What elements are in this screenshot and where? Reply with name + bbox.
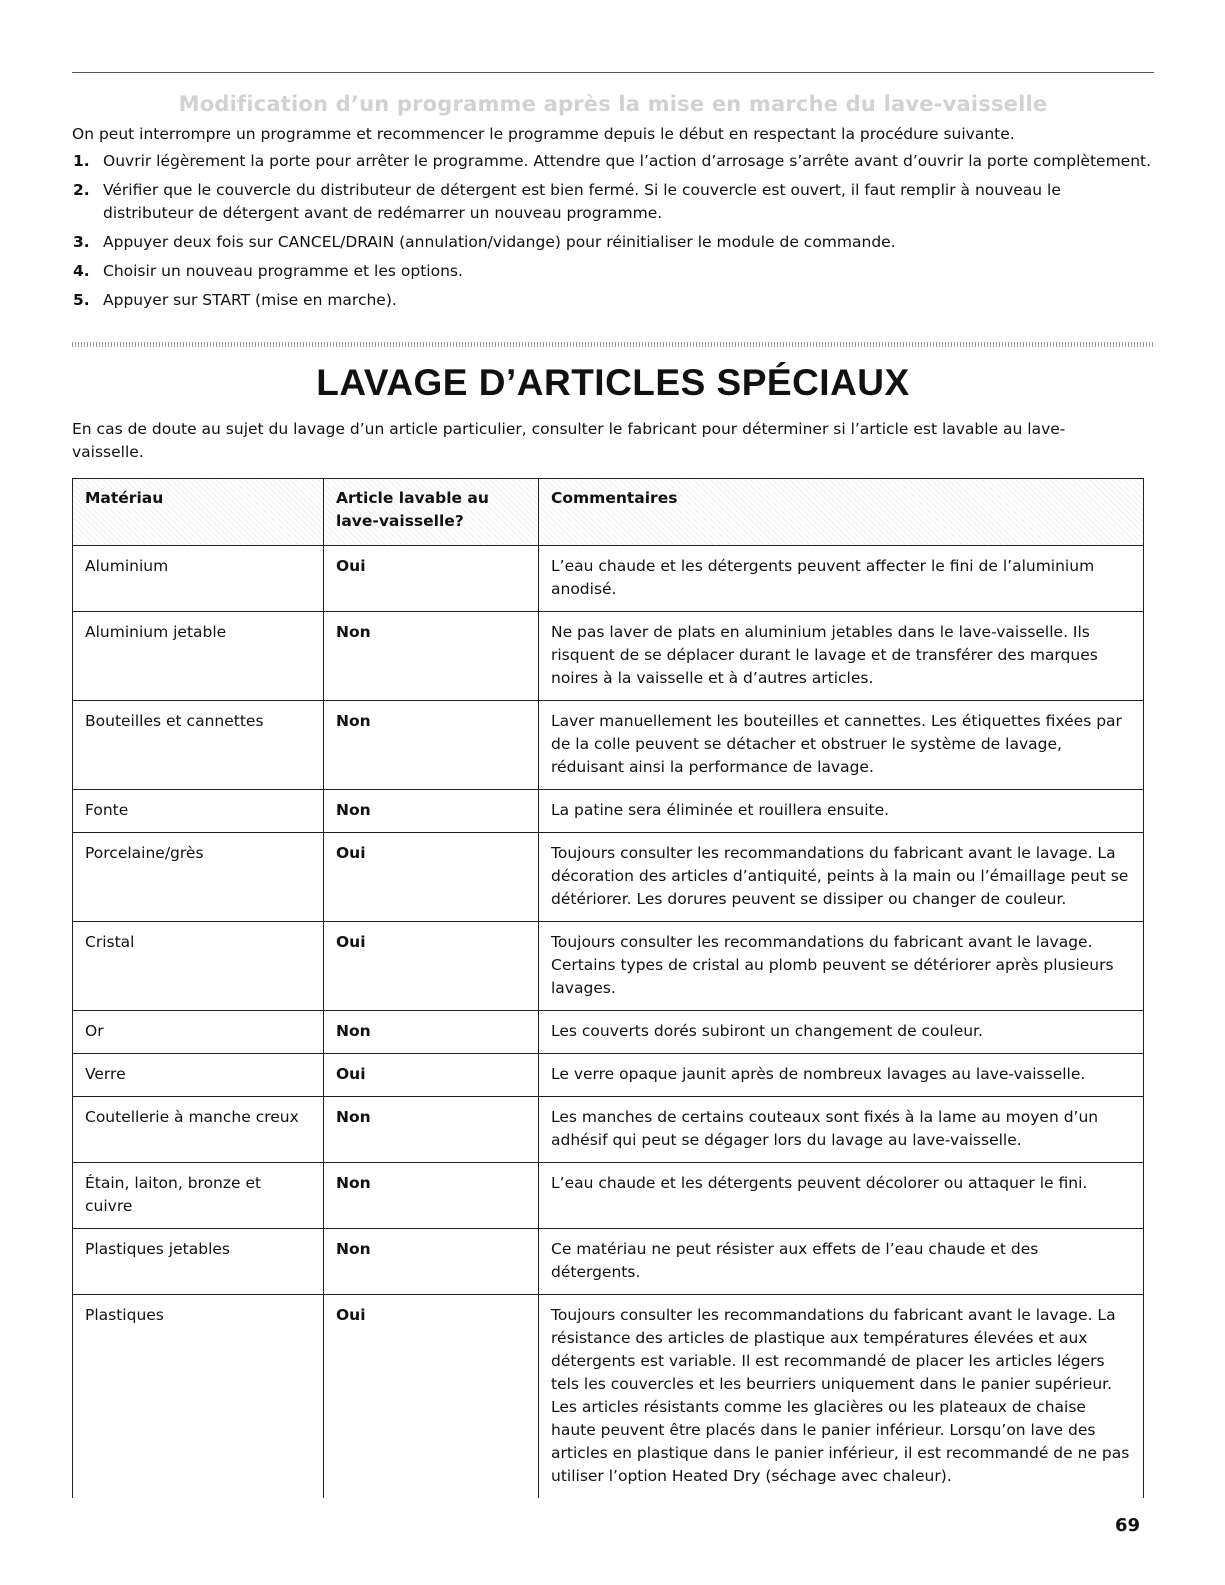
washable-cell: Non bbox=[324, 701, 539, 790]
step-number: 5. bbox=[73, 291, 90, 309]
step-item bbox=[72, 179, 1154, 225]
header-comments: Commentaires bbox=[539, 479, 1144, 546]
top-rule bbox=[72, 72, 1154, 73]
table-header-row bbox=[73, 479, 1144, 546]
washable-cell: Oui bbox=[324, 546, 539, 612]
title-intro-paragraph: En cas de doute au sujet du lavage d’un article particulier, consulter le fabricant pour déterminer si l’article est lavable au lave-vaisselle. bbox=[72, 420, 1066, 461]
comment-cell: Toujours consulter les recommandations du fabricant avant le lavage. La décoration des articles d’antiquité, peints à la main ou l’émaillage peut se détériorer. Les dorures peuvent se dissiper ou changer de couleur. bbox=[539, 833, 1144, 922]
step-number: 1. bbox=[73, 152, 90, 170]
dotted-divider bbox=[72, 342, 1154, 347]
step-text: Appuyer deux fois sur CANCEL/DRAIN (annulation/vidange) pour réinitialiser le module de commande. bbox=[103, 233, 896, 251]
step-text: Appuyer sur START (mise en marche). bbox=[103, 291, 397, 309]
page-number: 69 bbox=[1115, 1515, 1141, 1536]
comment-cell: Les couverts dorés subiront un changement de couleur. bbox=[539, 1011, 1144, 1054]
comment-cell: La patine sera éliminée et rouillera ensuite. bbox=[539, 790, 1144, 833]
material-cell: Étain, laiton, bronze et cuivre bbox=[73, 1163, 324, 1229]
comment-cell: L’eau chaude et les détergents peuvent décolorer ou attaquer le fini. bbox=[539, 1163, 1144, 1229]
step-number: 4. bbox=[73, 262, 90, 280]
table-row bbox=[73, 1054, 1144, 1097]
washable-cell: Oui bbox=[324, 1054, 539, 1097]
material-cell: Bouteilles et cannettes bbox=[73, 701, 324, 790]
header-material: Matériau bbox=[73, 479, 324, 546]
material-cell: Porcelaine/grès bbox=[73, 833, 324, 922]
table-row bbox=[73, 1097, 1144, 1163]
step-number: 2. bbox=[73, 181, 90, 199]
washable-cell: Non bbox=[324, 1163, 539, 1229]
comment-cell: L’eau chaude et les détergents peuvent affecter le fini de l’aluminium anodisé. bbox=[539, 546, 1144, 612]
table-row bbox=[73, 612, 1144, 701]
washable-cell: Non bbox=[324, 1011, 539, 1054]
material-cell: Aluminium jetable bbox=[73, 612, 324, 701]
section-heading: Modification d’un programme après la mise en marche du lave-vaisselle bbox=[178, 92, 1048, 116]
table-row bbox=[73, 1011, 1144, 1054]
washable-cell: Oui bbox=[324, 922, 539, 1011]
comment-cell: Le verre opaque jaunit après de nombreux lavages au lave-vaisselle. bbox=[539, 1054, 1144, 1097]
table-row bbox=[73, 701, 1144, 790]
washable-cell: Non bbox=[324, 1097, 539, 1163]
table-row bbox=[73, 790, 1144, 833]
material-cell: Plastiques bbox=[73, 1295, 324, 1499]
washable-cell: Non bbox=[324, 790, 539, 833]
washable-cell: Oui bbox=[324, 833, 539, 922]
comment-cell: Les manches de certains couteaux sont fixés à la lame au moyen d’un adhésif qui peut se dégager lors du lavage au lave-vaisselle. bbox=[539, 1097, 1144, 1163]
step-item bbox=[72, 231, 1154, 254]
material-cell: Plastiques jetables bbox=[73, 1229, 324, 1295]
material-cell: Verre bbox=[73, 1054, 324, 1097]
step-item bbox=[72, 289, 1154, 312]
washable-cell: Non bbox=[324, 1229, 539, 1295]
table-row bbox=[73, 922, 1144, 1011]
table-row bbox=[73, 1163, 1144, 1229]
comment-cell: Ce matériau ne peut résister aux effets de l’eau chaude et des détergents. bbox=[539, 1229, 1144, 1295]
page-title: LAVAGE D’ARTICLES SPÉCIAUX bbox=[316, 362, 910, 403]
comment-cell: Toujours consulter les recommandations du fabricant avant le lavage. Certains types de cristal au plomb peuvent se détériorer après plusieurs lavages. bbox=[539, 922, 1144, 1011]
step-number: 3. bbox=[73, 233, 90, 251]
material-cell: Cristal bbox=[73, 922, 324, 1011]
step-text: Vérifier que le couvercle du distributeur de détergent est bien fermé. Si le couvercle est ouvert, il faut remplir à nouveau le distributeur de détergent avant de redémarrer un nouveau programme. bbox=[103, 181, 1061, 222]
washable-cell: Non bbox=[324, 612, 539, 701]
washable-cell: Oui bbox=[324, 1295, 539, 1499]
table-row bbox=[73, 833, 1144, 922]
special-items-table bbox=[72, 478, 1144, 1498]
steps-list bbox=[72, 150, 1154, 318]
comment-cell: Laver manuellement les bouteilles et cannettes. Les étiquettes fixées par de la colle peuvent se détacher et obstruer le système de lavage, réduisant ainsi la performance de lavage. bbox=[539, 701, 1144, 790]
comment-cell: Toujours consulter les recommandations du fabricant avant le lavage. La résistance des articles de plastique aux températures élevées et aux détergents est variable. Il est recommandé de placer les articles légers tels les couvercles et les beurriers uniquement dans le panier supérieur. Les articles résistants comme les glacières ou les plateaux de chaise haute peuvent être placés dans le panier inférieur. Lorsqu’on lave des articles en plastique dans le panier inférieur, il est recommandé de ne pas utiliser l’option Heated Dry (séchage avec chaleur). bbox=[539, 1295, 1144, 1499]
table-row bbox=[73, 546, 1144, 612]
material-cell: Fonte bbox=[73, 790, 324, 833]
table-row bbox=[73, 1295, 1144, 1499]
step-item bbox=[72, 150, 1154, 173]
table-row bbox=[73, 1229, 1144, 1295]
material-cell: Coutellerie à manche creux bbox=[73, 1097, 324, 1163]
material-cell: Aluminium bbox=[73, 546, 324, 612]
step-text: Choisir un nouveau programme et les options. bbox=[103, 262, 463, 280]
intro-paragraph: On peut interrompre un programme et recommencer le programme depuis le début en respectant la procédure suivante. bbox=[72, 125, 1015, 143]
step-item bbox=[72, 260, 1154, 283]
step-text: Ouvrir légèrement la porte pour arrêter le programme. Attendre que l’action d’arrosage s’arrête avant d’ouvrir la porte complètement. bbox=[103, 152, 1152, 170]
header-washable: Article lavable au lave-vaisselle? bbox=[324, 479, 539, 546]
material-cell: Or bbox=[73, 1011, 324, 1054]
comment-cell: Ne pas laver de plats en aluminium jetables dans le lave-vaisselle. Ils risquent de se déplacer durant le lavage et de transférer des marques noires à la vaisselle et à d’autres articles. bbox=[539, 612, 1144, 701]
